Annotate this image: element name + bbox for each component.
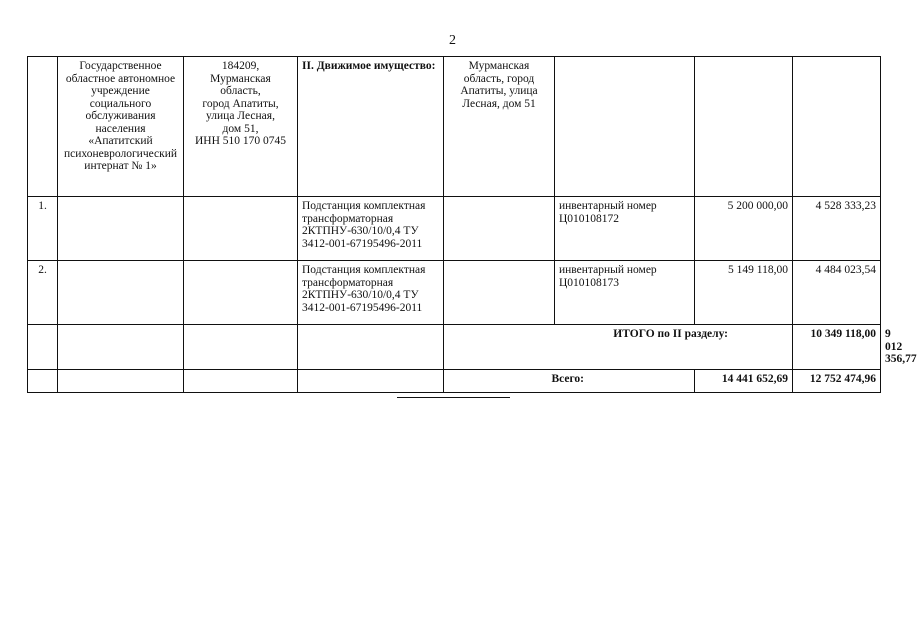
empty-cell [28,369,58,392]
org-address: 184209, Мурманская область, город Апатиты, улица Лесная, дом 51, ИНН 510 170 0745 [184,57,298,197]
item-characteristics: инвентарный номер Ц010108173 [555,261,695,325]
item-number: 2. [28,261,58,325]
empty-cell [184,325,298,370]
item-balance-value: 5 149 118,00 [695,261,793,325]
item-residual-value: 4 484 023,54 [793,261,881,325]
total-residual-value: 12 752 474,96 [793,369,881,392]
empty-cell [298,369,444,392]
subtotal-balance-value: 10 349 118,00 [793,325,881,370]
org-row-residual-cell [793,57,881,197]
subtotal-row: ИТОГО по II разделу: 10 349 118,00 9 012 356,77 [28,325,881,370]
org-row [28,57,881,197]
org-name: Государственное областное автономное учреждение социального обслуживания населения «Апатитский психоневрологический интернат № 1» [58,57,184,197]
org-location: Мурманская область, город Апатиты, улица Лесная, дом 51 [444,57,555,197]
table-row [28,261,881,325]
empty-cell [28,325,58,370]
empty-cell [444,197,555,261]
item-balance-value: 5 200 000,00 [695,197,793,261]
org-row-num-cell [28,57,58,197]
item-name: Подстанция комплектная трансформаторная 2КТПНУ-630/10/0,4 ТУ 3412-001-67195496-2011 [298,261,444,325]
empty-cell [444,261,555,325]
page-number: 2 [449,33,456,48]
total-balance-value: 14 441 652,69 [695,369,793,392]
empty-cell [184,261,298,325]
property-table [27,56,917,393]
total-row [28,369,881,392]
org-row-characteristics-cell [555,57,695,197]
item-residual-value: 4 528 333,23 [793,197,881,261]
empty-cell [184,197,298,261]
total-label: Всего: [444,369,695,392]
item-name: Подстанция комплектная трансформаторная 2КТПНУ-630/10/0,4 ТУ 3412-001-67195496-2011 [298,197,444,261]
empty-cell [298,325,444,370]
empty-cell [58,369,184,392]
empty-cell [184,369,298,392]
empty-cell [58,325,184,370]
empty-cell [58,197,184,261]
footer-divider [397,397,510,398]
org-row-balance-cell [695,57,793,197]
subtotal-label: ИТОГО по II разделу: [444,325,793,370]
empty-cell [58,261,184,325]
item-number: 1. [28,197,58,261]
item-characteristics: инвентарный номер Ц010108172 [555,197,695,261]
section-title: II. Движимое имущество: [298,57,444,197]
table-row [28,197,881,261]
